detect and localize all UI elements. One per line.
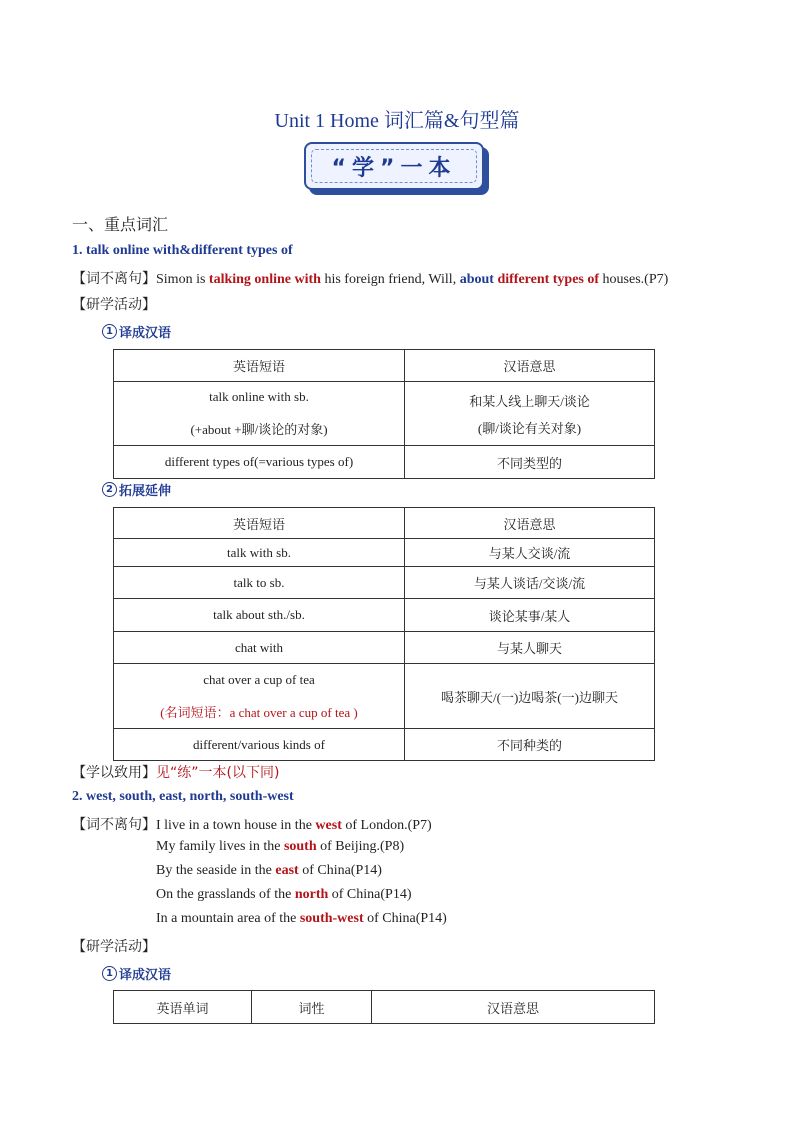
text: By the seaside in the xyxy=(156,863,276,878)
item1-example-sentence xyxy=(72,268,668,288)
table-row xyxy=(114,446,655,479)
text: of Beijing.(P8) xyxy=(316,839,405,854)
table-cell xyxy=(114,664,405,729)
table-row xyxy=(114,567,655,599)
direction-word: north xyxy=(294,887,329,902)
text: On the grasslands of the xyxy=(156,887,295,902)
circled-number: 1 xyxy=(102,966,117,981)
table-cell xyxy=(114,382,405,446)
table-header: 英语短语 xyxy=(114,508,405,539)
item1-heading: 1. talk online with&different types of xyxy=(72,243,293,258)
phrase-note: (+about +聊/谈论的对象) xyxy=(190,422,328,437)
table-cell: 与某人谈话/交谈/流 xyxy=(405,567,655,599)
direction-word: south xyxy=(283,839,317,854)
table-cell: talk with sb. xyxy=(114,539,405,567)
example-sentence xyxy=(156,839,404,855)
activity-label: 【研学活动】 xyxy=(72,297,156,313)
table-row xyxy=(114,729,655,761)
example-sentence xyxy=(156,863,382,879)
noun-phrase-note: (名词短语：a chat over a cup of tea ) xyxy=(160,704,358,720)
word-table xyxy=(113,990,655,1024)
table-header: 词性 xyxy=(252,991,372,1024)
table-cell: 喝茶聊天/(一)边喝茶(一)边聊天 xyxy=(405,664,655,729)
table-cell: 与某人聊天 xyxy=(405,632,655,664)
table-cell: talk about sth./sb. xyxy=(114,599,405,632)
direction-word: south-west xyxy=(299,911,364,926)
table-header: 英语短语 xyxy=(114,350,405,382)
section-heading-key-vocabulary: 一、重点词汇 xyxy=(72,215,169,234)
table-row xyxy=(114,632,655,664)
highlight-phrase: different types of xyxy=(497,272,600,287)
apply-note: 见“练”一本(以下同) xyxy=(156,765,280,781)
circled-number: 2 xyxy=(102,482,117,497)
table-row xyxy=(114,539,655,567)
text: of China(P14) xyxy=(363,911,447,926)
text: his foreign friend, Will, xyxy=(320,272,460,287)
table-row xyxy=(114,664,655,729)
text: of China(P14) xyxy=(328,887,412,902)
highlight-phrase: talking online with xyxy=(208,272,321,287)
table-cell: different types of(=various types of) xyxy=(114,446,405,479)
table-row xyxy=(114,382,655,446)
study-book-badge xyxy=(304,142,484,190)
direction-word: west xyxy=(315,818,342,833)
text: Simon is xyxy=(156,272,209,287)
table-cell: 与某人交谈/流 xyxy=(405,539,655,567)
activity-label: 【研学活动】 xyxy=(72,939,156,955)
table-row xyxy=(114,599,655,632)
apply-line xyxy=(72,762,279,782)
table-header: 英语单词 xyxy=(114,991,252,1024)
table-cell: 不同类型的 xyxy=(405,446,655,479)
bracket-label: 【词不离句】 xyxy=(72,271,156,287)
direction-word: east xyxy=(275,863,299,878)
phrase-table-1 xyxy=(113,349,655,479)
phrase-en: talk online with sb. xyxy=(209,389,309,404)
table-cell: chat with xyxy=(114,632,405,664)
circled-number: 1 xyxy=(102,324,117,339)
badge-label: “学”一本 xyxy=(311,149,477,183)
page-title: Unit 1 Home 词汇篇&句型篇 xyxy=(274,110,520,132)
example-sentence xyxy=(72,814,432,834)
table-cell: 谈论某事/某人 xyxy=(405,599,655,632)
highlight-word: about xyxy=(459,272,494,287)
subheading-label: 拓展延伸 xyxy=(119,484,172,499)
table-header: 汉语意思 xyxy=(405,508,655,539)
table-cell: different/various kinds of xyxy=(114,729,405,761)
text: My family lives in the xyxy=(156,839,284,854)
bracket-label: 【学以致用】 xyxy=(72,765,156,781)
subheading-label: 译成汉语 xyxy=(119,968,172,983)
subheading-extension xyxy=(102,480,171,499)
bracket-label: 【词不离句】 xyxy=(72,817,156,833)
subheading-label: 译成汉语 xyxy=(119,326,172,341)
table-cell xyxy=(405,382,655,446)
table-cell: talk to sb. xyxy=(114,567,405,599)
text: of China(P14) xyxy=(298,863,382,878)
example-sentence xyxy=(156,887,411,903)
table-cell: 不同种类的 xyxy=(405,729,655,761)
phrase-en: chat over a cup of tea xyxy=(203,671,315,687)
table-header: 汉语意思 xyxy=(405,350,655,382)
subheading-translate xyxy=(102,964,171,983)
phrase-cn: 和某人线上聊天/谈论 xyxy=(469,393,590,409)
subheading-translate xyxy=(102,322,171,341)
item2-heading: 2. west, south, east, north, south-west xyxy=(72,789,294,804)
phrase-table-2 xyxy=(113,507,655,761)
table-header: 汉语意思 xyxy=(372,991,655,1024)
text: houses.(P7) xyxy=(599,272,669,287)
text: In a mountain area of the xyxy=(156,911,300,926)
text: I live in a town house in the xyxy=(156,818,316,833)
example-sentence xyxy=(156,911,447,927)
phrase-cn-note: (聊/谈论有关对象) xyxy=(477,420,582,436)
text: of London.(P7) xyxy=(341,818,432,833)
